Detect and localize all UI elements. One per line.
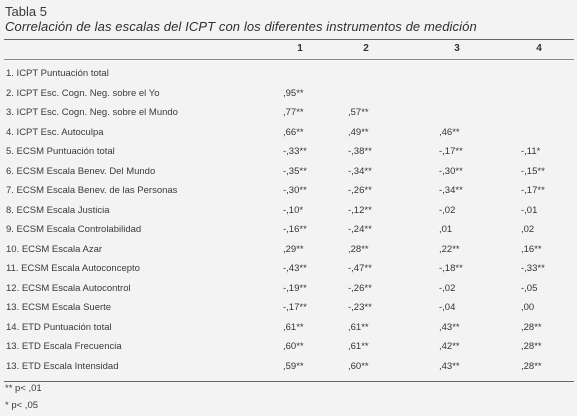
table-cell-col-2: -,23** bbox=[348, 302, 372, 313]
column-header-3: 3 bbox=[454, 43, 460, 54]
table-label: Tabla 5 bbox=[5, 4, 47, 19]
table-cell-col-1: -,17** bbox=[283, 302, 307, 313]
row-label: 3. ICPT Esc. Cogn. Neg. sobre el Mundo bbox=[6, 107, 178, 118]
footnote-p01: ** p< ,01 bbox=[5, 383, 42, 394]
table-cell-col-3: ,42** bbox=[439, 341, 460, 352]
row-label: 2. ICPT Esc. Cogn. Neg. sobre el Yo bbox=[6, 87, 160, 99]
table-cell-col-2: -,24** bbox=[348, 224, 372, 235]
table-cell-col-2: ,49** bbox=[348, 126, 369, 138]
table-cell-col-2: -,47** bbox=[348, 263, 372, 274]
table-cell-col-3: ,22** bbox=[439, 243, 460, 255]
table-cell-col-1: ,59** bbox=[283, 360, 304, 372]
table-row bbox=[0, 64, 577, 83]
top-rule bbox=[4, 39, 574, 40]
table-row bbox=[0, 123, 577, 142]
table-row bbox=[0, 201, 577, 220]
row-label: 13. ETD Escala Frecuencia bbox=[6, 341, 122, 352]
row-label: 13. ECSM Escala Suerte bbox=[6, 302, 112, 313]
table-cell-col-1: -,33** bbox=[283, 146, 307, 157]
table-cell-col-4: ,28** bbox=[521, 321, 542, 333]
row-label: 4. ICPT Esc. Autoculpa bbox=[6, 126, 104, 138]
table-row bbox=[0, 259, 577, 278]
row-label: 1. ICPT Puntuación total bbox=[6, 68, 109, 79]
table-cell-col-3: -,17** bbox=[439, 146, 463, 157]
table-cell-col-4: ,00 bbox=[521, 302, 535, 313]
table-title-block bbox=[5, 4, 573, 35]
row-label: 13. ETD Escala Intensidad bbox=[6, 360, 119, 372]
table-row bbox=[0, 240, 577, 259]
table-row bbox=[0, 162, 577, 181]
table-row bbox=[0, 84, 577, 103]
row-label: 8. ECSM Escala Justicia bbox=[6, 204, 110, 216]
table-cell-col-2: -,26** bbox=[348, 282, 372, 294]
table-cell-col-3: -,18** bbox=[439, 263, 463, 274]
table-row bbox=[0, 103, 577, 122]
table-cell-col-2: -,12** bbox=[348, 204, 372, 216]
table-row bbox=[0, 181, 577, 200]
table-cell-col-1: -,35** bbox=[283, 165, 307, 177]
table-cell-col-2: ,61** bbox=[348, 341, 369, 352]
table-cell-col-3: ,43** bbox=[439, 360, 460, 372]
table-cell-col-3: ,46** bbox=[439, 126, 460, 138]
table-cell-col-2: -,26** bbox=[348, 185, 372, 196]
table-cell-col-3: -,02 bbox=[439, 204, 456, 216]
table-cell-col-2: -,38** bbox=[348, 146, 372, 157]
table-cell-col-1: -,30** bbox=[283, 185, 307, 196]
table-row bbox=[0, 357, 577, 376]
table-cell-col-4: -,05 bbox=[521, 282, 538, 294]
column-header-2: 2 bbox=[363, 43, 369, 54]
table-cell-col-2: ,61** bbox=[348, 321, 369, 333]
row-label: 11. ECSM Escala Autoconcepto bbox=[6, 263, 140, 274]
footnote-p05: * p< ,05 bbox=[5, 400, 39, 411]
table-cell-col-3: -,04 bbox=[439, 302, 456, 313]
table-cell-col-4: ,16** bbox=[521, 243, 542, 255]
row-label: 6. ECSM Escala Benev. Del Mundo bbox=[6, 165, 156, 177]
row-label: 12. ECSM Escala Autocontrol bbox=[6, 282, 131, 294]
row-label: 10. ECSM Escala Azar bbox=[6, 243, 103, 255]
table-cell-col-4: -,17** bbox=[521, 185, 545, 196]
table-cell-col-2: ,57** bbox=[348, 107, 369, 118]
table-cell-col-1: -,43** bbox=[283, 263, 307, 274]
table-cell-col-3: ,43** bbox=[439, 321, 460, 333]
bottom-rule bbox=[4, 381, 574, 382]
table-cell-col-2: ,60** bbox=[348, 360, 369, 372]
table-row bbox=[0, 142, 577, 161]
table-cell-col-1: ,77** bbox=[283, 107, 304, 118]
table-row bbox=[0, 279, 577, 298]
table-cell-col-3: -,30** bbox=[439, 165, 463, 177]
table-caption: Correlación de las escalas del ICPT con los diferentes instrumentos de medición bbox=[5, 19, 477, 34]
table-row bbox=[0, 337, 577, 356]
table-cell-col-1: ,66** bbox=[283, 126, 304, 138]
table-cell-col-1: ,95** bbox=[283, 87, 304, 99]
row-label: 7. ECSM Escala Benev. de las Personas bbox=[6, 185, 178, 196]
table-cell-col-1: ,29** bbox=[283, 243, 304, 255]
row-label: 14. ETD Puntuación total bbox=[6, 321, 112, 333]
table-cell-col-3: -,34** bbox=[439, 185, 463, 196]
column-header-4: 4 bbox=[536, 43, 542, 54]
row-label: 9. ECSM Escala Controlabilidad bbox=[6, 224, 142, 235]
table-cell-col-1: -,19** bbox=[283, 282, 307, 294]
table-cell-col-4: ,02 bbox=[521, 224, 535, 235]
row-label: 5. ECSM Puntuación total bbox=[6, 146, 115, 157]
table-cell-col-1: -,16** bbox=[283, 224, 307, 235]
table-cell-col-4: -,11* bbox=[521, 146, 541, 157]
table-cell-col-4: ,28** bbox=[521, 341, 542, 352]
table-cell-col-3: -,02 bbox=[439, 282, 456, 294]
table-cell-col-4: ,28** bbox=[521, 360, 542, 372]
table-cell-col-2: -,34** bbox=[348, 165, 372, 177]
column-header-1: 1 bbox=[297, 43, 303, 54]
table-row bbox=[0, 318, 577, 337]
table-cell-col-4: -,15** bbox=[521, 165, 545, 177]
table-cell-col-4: -,33** bbox=[521, 263, 545, 274]
table-cell-col-2: ,28** bbox=[348, 243, 369, 255]
table-row bbox=[0, 220, 577, 239]
table-cell-col-4: -,01 bbox=[521, 204, 538, 216]
table-cell-col-1: ,60** bbox=[283, 341, 304, 352]
table-row bbox=[0, 298, 577, 317]
table-cell-col-1: ,61** bbox=[283, 321, 304, 333]
table-cell-col-1: -,10* bbox=[283, 204, 304, 216]
table-cell-col-3: ,01 bbox=[439, 224, 453, 235]
header-rule bbox=[4, 59, 574, 60]
